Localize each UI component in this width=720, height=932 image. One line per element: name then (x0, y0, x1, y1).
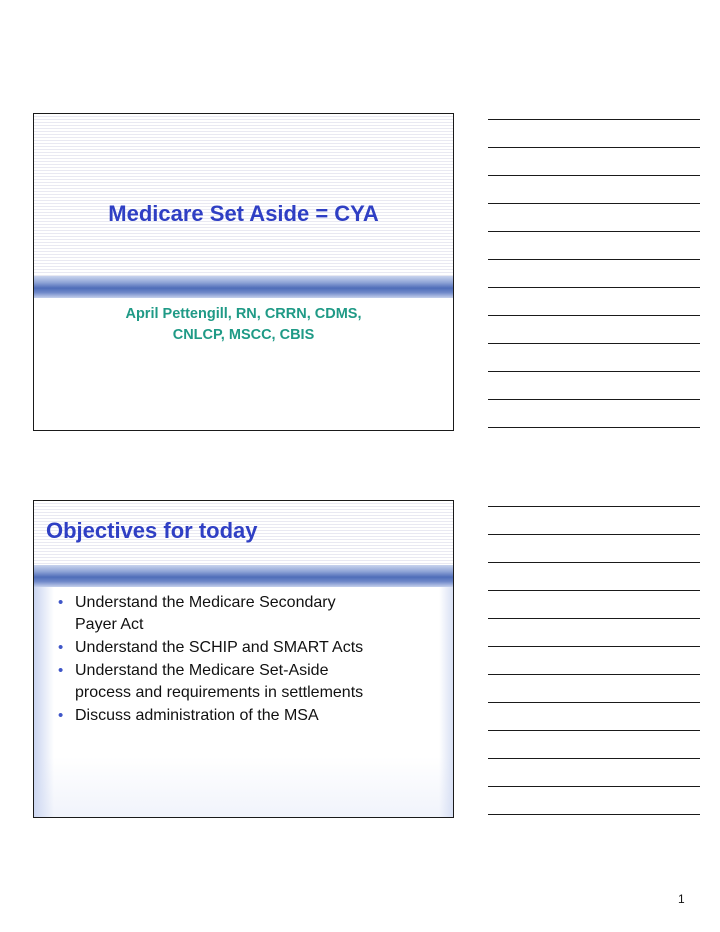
notes-line (488, 315, 700, 316)
presenter-line-2: CNLCP, MSCC, CBIS (172, 327, 315, 343)
notes-line (488, 427, 700, 428)
notes-line (488, 534, 700, 535)
notes-line (488, 343, 700, 344)
notes-line (488, 203, 700, 204)
slide-divider-band (34, 565, 453, 587)
bullet-text-line: Discuss administration of the MSA (75, 707, 319, 724)
list-item (58, 660, 438, 704)
bullet-text-line: Understand the Medicare Secondary (75, 594, 336, 611)
slide-title-background (34, 114, 453, 276)
notes-line (488, 646, 700, 647)
slide-heading: Objectives for today (46, 518, 258, 543)
notes-line (488, 702, 700, 703)
notes-line (488, 147, 700, 148)
objectives-list (58, 592, 438, 728)
presentation-title: Medicare Set Aside = CYA (108, 201, 379, 226)
bullet-text-line: Understand the SCHIP and SMART Acts (75, 639, 364, 656)
slide-bottom-gradient (34, 757, 453, 817)
bullet-text-line: Payer Act (75, 616, 144, 633)
notes-line (488, 786, 700, 787)
list-item (58, 592, 438, 636)
notes-line (488, 590, 700, 591)
presenter-credentials (34, 304, 453, 346)
notes-line (488, 730, 700, 731)
notes-line (488, 814, 700, 815)
notes-line (488, 287, 700, 288)
notes-line (488, 175, 700, 176)
bullet-icon: • (58, 594, 64, 611)
notes-line (488, 259, 700, 260)
bullet-text-line: process and requirements in settlements (75, 684, 364, 701)
notes-line (488, 674, 700, 675)
notes-line (488, 231, 700, 232)
list-item (58, 637, 438, 659)
slide-divider-band (34, 276, 453, 298)
notes-line (488, 119, 700, 120)
notes-line (488, 399, 700, 400)
notes-line (488, 758, 700, 759)
notes-line (488, 371, 700, 372)
bullet-icon: • (58, 707, 64, 724)
title-slide (33, 113, 454, 431)
notes-line (488, 506, 700, 507)
bullet-icon: • (58, 639, 64, 656)
list-item (58, 705, 438, 727)
notes-line (488, 618, 700, 619)
notes-line (488, 562, 700, 563)
bullet-icon: • (58, 662, 64, 679)
presenter-line-1: April Pettengill, RN, CRRN, CDMS, (125, 306, 362, 322)
bullet-text-line: Understand the Medicare Set-Aside (75, 662, 329, 679)
page-number: 1 (678, 892, 685, 906)
objectives-slide (33, 500, 454, 818)
